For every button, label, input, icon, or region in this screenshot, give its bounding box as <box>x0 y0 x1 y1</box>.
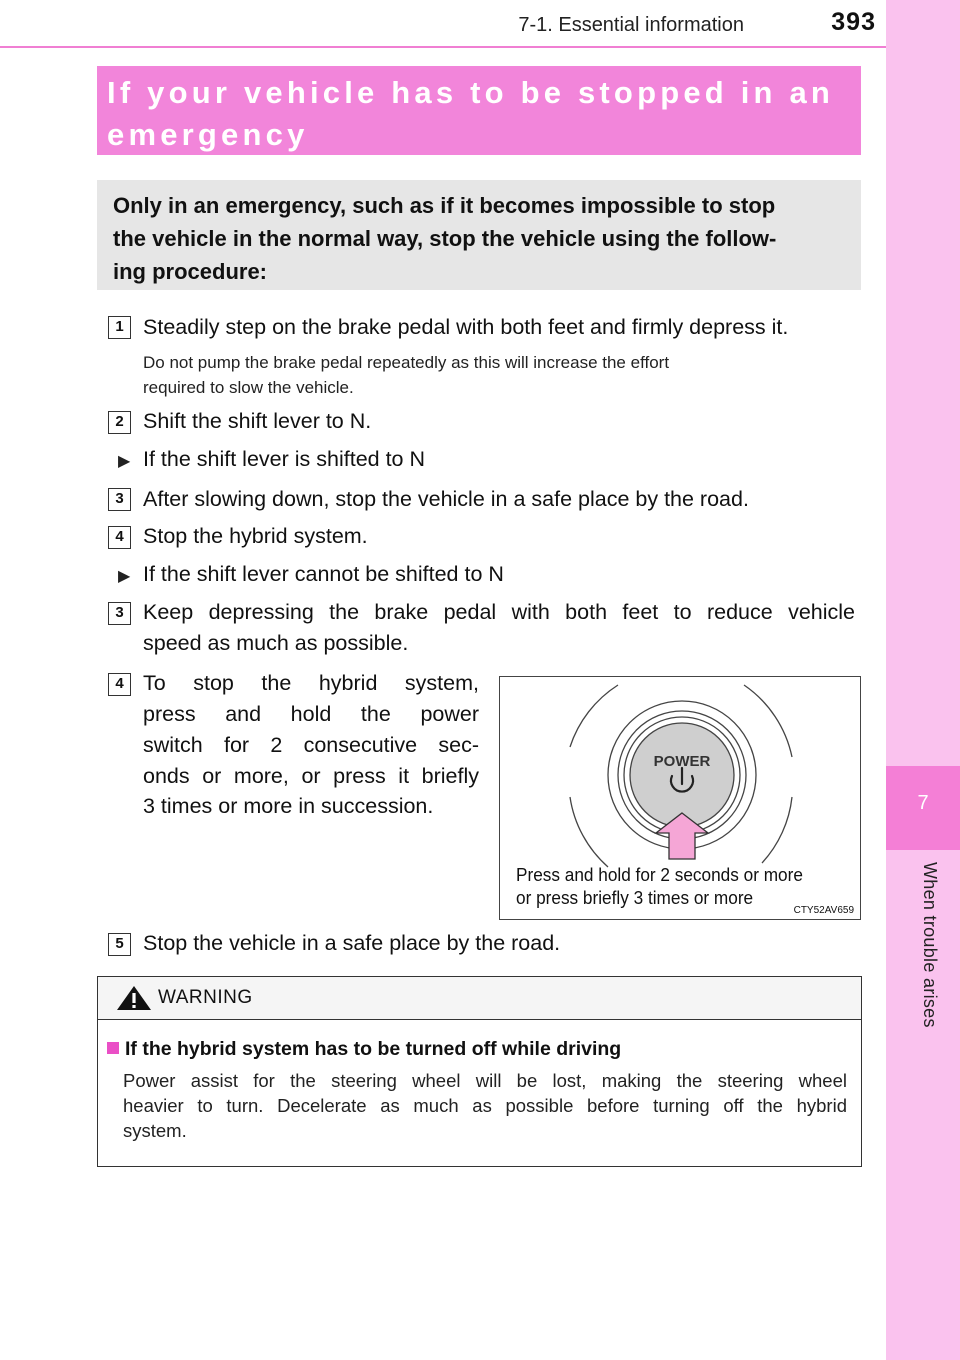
step-badge-4a: 4 <box>108 526 131 549</box>
heading-line-2: emergency <box>107 117 309 152</box>
case-shifted-to-n-label: If the shift lever is shifted to N <box>143 447 426 471</box>
warning-title-text: If the hybrid system has to be turned off while driving <box>125 1038 622 1060</box>
step-4a-text: Stop the hybrid system. <box>143 524 368 548</box>
section-title: 7-1. Essential information <box>518 14 744 36</box>
case-cannot-shift-to-n <box>118 559 504 592</box>
step-4b-line-2: press and hold the power <box>143 702 479 726</box>
section-heading <box>97 66 861 155</box>
step-badge-5: 5 <box>108 933 131 956</box>
illustration-caption <box>516 863 803 909</box>
intro-line-1: Only in an emergency, such as if it becomes impossible to stop <box>113 193 776 218</box>
intro-box <box>97 180 861 290</box>
step-5-text: Stop the vehicle in a safe place by the road. <box>143 931 561 955</box>
caption-line-1: Press and hold for 2 seconds or more <box>516 864 803 885</box>
square-bullet-icon <box>107 1042 119 1054</box>
step-badge-3a: 3 <box>108 488 131 511</box>
warning-body-line-1: Power assist for the steering wheel will be lost, making the steering wheel <box>123 1070 847 1091</box>
case-shifted-to-n <box>118 444 425 477</box>
step-1-text: Steadily step on the brake pedal with both feet and firmly depress it. <box>143 315 789 339</box>
warning-body-line-2: heavier to turn. Decelerate as much as possible before turning off the hybrid <box>123 1095 847 1116</box>
caption-line-2: or press briefly 3 times or more <box>516 887 754 908</box>
warning-triangle-icon <box>115 984 153 1012</box>
triangle-right-icon: ▶ <box>118 453 131 470</box>
warning-title <box>107 1038 621 1061</box>
step-3b-line-2: speed as much as possible. <box>143 631 409 655</box>
illustration-code: CTY52AV659 <box>793 905 854 916</box>
power-switch-illustration <box>499 676 861 920</box>
warning-box <box>97 976 862 1167</box>
step-4b-line-5: 3 times or more in succession. <box>143 794 434 818</box>
triangle-right-icon: ▶ <box>118 568 131 585</box>
step-badge-4b: 4 <box>108 673 131 696</box>
case-cannot-shift-to-n-label: If the shift lever cannot be shifted to N <box>143 562 504 586</box>
side-tab-chapter-number: 7 <box>917 792 929 814</box>
warning-body <box>123 1068 847 1143</box>
step-3b-line-1: Keep depressing the brake pedal with both feet to reduce vehicle <box>143 600 855 624</box>
header-rule <box>0 46 886 48</box>
step-3a-text: After slowing down, stop the vehicle in a safe place by the road. <box>143 487 749 511</box>
side-tab-chapter-label: When trouble arises <box>920 862 940 1028</box>
step-1-note-line-2: required to slow the vehicle. <box>143 378 354 397</box>
step-badge-2: 2 <box>108 411 131 434</box>
side-tab-strip <box>886 0 960 1360</box>
intro-line-3: ing procedure: <box>113 259 268 284</box>
step-badge-3b: 3 <box>108 602 131 625</box>
step-2-text: Shift the shift lever to N. <box>143 409 372 433</box>
warning-header <box>98 977 861 1020</box>
step-1-note-line-1: Do not pump the brake pedal repeatedly as this will increase the effort <box>143 353 670 372</box>
warning-body-line-3: system. <box>123 1120 187 1141</box>
step-badge-1: 1 <box>108 316 131 339</box>
step-4b-line-4: onds or more, or press it briefly <box>143 764 479 788</box>
warning-label: WARNING <box>158 987 253 1008</box>
heading-line-1: If your vehicle has to be stopped in an <box>107 75 835 110</box>
page-number: 393 <box>831 8 876 36</box>
power-button-label: POWER <box>653 753 711 770</box>
step-4b-line-1: To stop the hybrid system, <box>143 671 479 695</box>
intro-line-2: the vehicle in the normal way, stop the vehicle using the follow- <box>113 226 777 251</box>
step-4b-line-3: switch for 2 consecutive sec- <box>143 733 479 757</box>
